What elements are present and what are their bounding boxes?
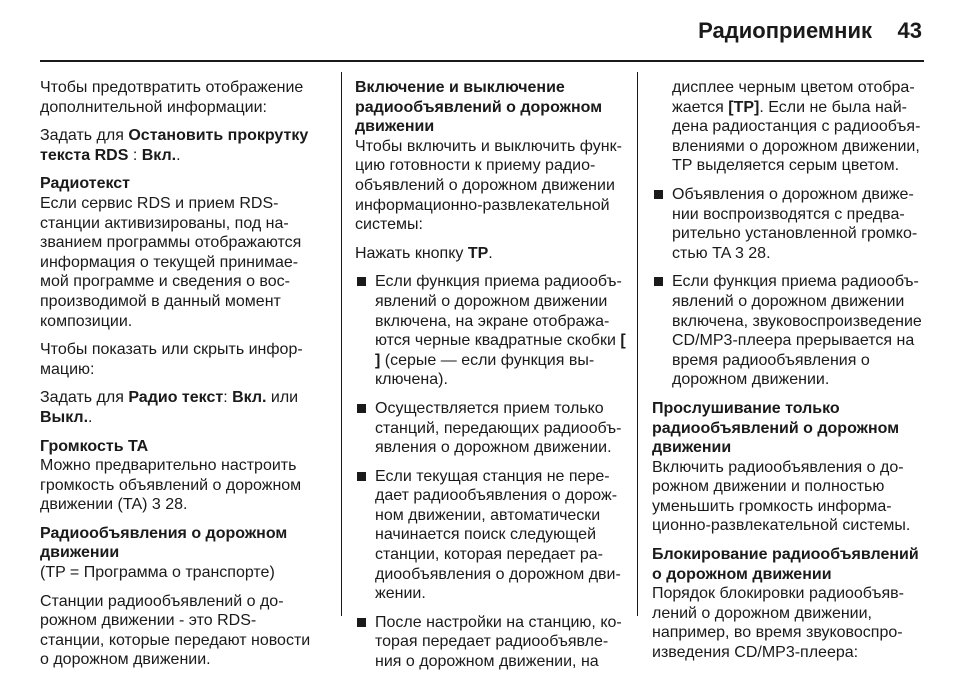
page-reference: 3 28. (734, 244, 771, 262)
column-divider (637, 72, 638, 616)
page-header (0, 0, 960, 60)
column-middle (355, 78, 627, 681)
list-item-continuation: дисплее черным цветом отображается [TP]. Если не была найдена радиостанция с радиообъявлениями о дорожном движении, TP выделяется серым цветом. (672, 79, 921, 175)
paragraph: Задать для Радио текст: Вкл. или Выкл.. (40, 389, 299, 426)
list-item: После настройки на станцию, которая передает радиообъявления о дорожном движении, на (355, 613, 627, 672)
bullet-square-icon (357, 472, 366, 481)
bullet-square-icon (654, 190, 663, 199)
section-heading: Радиотекст (40, 175, 130, 193)
paragraph: (TP = Программа о транспорте) (40, 564, 275, 582)
paragraph: Можно предварительно настроить громкость объявлений о дорожном движении (TA) 3 28. (40, 457, 302, 514)
column-divider (341, 72, 342, 616)
section-heading: Блокирование радиообъявлений о дорожном движении (652, 546, 919, 583)
paragraph: Включить радиообъявления о дорожном движении и полностью уменьшить громкость информационно-развлекательной системы. (652, 458, 911, 535)
list-item: Если текущая станция не передает радиообъявления о дорожном движении, автоматически начинается поиск следующей станции, которая передает радиообъявления о дорожном движении. (355, 467, 627, 604)
paragraph: Чтобы включить и выключить функцию готовности к приему радиообъявлений о дорожном движении информационно-развлекательной системы: (355, 137, 622, 234)
paragraph: Если сервис RDS и прием RDS-станции активизированы, под названием программы отображаются информация о текущей принимаемой программе и сведения о воспроизводимой в данный момент композиции. (40, 194, 302, 330)
column-left (40, 78, 312, 679)
list-item: Если функция приема радиообъявлений о дорожном движении включена, звуковоспроизведение CD/MP3-плеера прерывается на время радиообъявления о дорожном движении. (652, 272, 924, 390)
header-rule (40, 60, 924, 62)
paragraph: Чтобы предотвратить отображение дополнительной информации: (40, 79, 304, 116)
list-item: Если функция приема радиообъявлений о дорожном движении включена, на экране отображаются черные квадратные скобки [ ] (серые — если функция выключена). (355, 272, 627, 390)
section-heading: Прослушивание только радиообъявлений о дорожном движении (652, 399, 900, 457)
bullet-list (355, 272, 627, 671)
bullet-square-icon (357, 404, 366, 413)
bullet-square-icon (357, 618, 366, 627)
paragraph: Порядок блокировки радиообъявлений о дорожном движении, например, во время звуковоспроизведения CD/MP3-плеера: (652, 585, 904, 662)
section-heading: Включение и выключение радиообъявлений о дорожном движении (355, 79, 603, 136)
paragraph: Нажать кнопку TP. (355, 244, 493, 262)
list-item: Осуществляется прием только станций, передающих радиообъявления о дорожном движении. (355, 399, 627, 458)
section-heading: Радиообъявления о дорожном движении (40, 524, 288, 562)
column-right (652, 78, 924, 672)
bullet-square-icon (654, 277, 663, 286)
paragraph: Чтобы показать или скрыть информацию: (40, 341, 303, 378)
page-reference: 3 28. (151, 496, 188, 514)
bullet-list (652, 185, 924, 390)
page-title: Радиоприемник (698, 18, 872, 43)
paragraph: Станции радиообъявлений о дорожном движении - это RDS-станции, которые передают новости о дорожном движении. (40, 592, 311, 669)
page-number: 43 (897, 18, 922, 43)
paragraph: Задать для Остановить прокрутку текста RDS : Вкл.. (40, 127, 309, 164)
section-heading: Громкость TA (40, 437, 149, 455)
list-item: Объявления о дорожном движении воспроизводятся с предварительно установленной громкостью TA 3 28. (652, 185, 924, 263)
bullet-square-icon (357, 277, 366, 286)
